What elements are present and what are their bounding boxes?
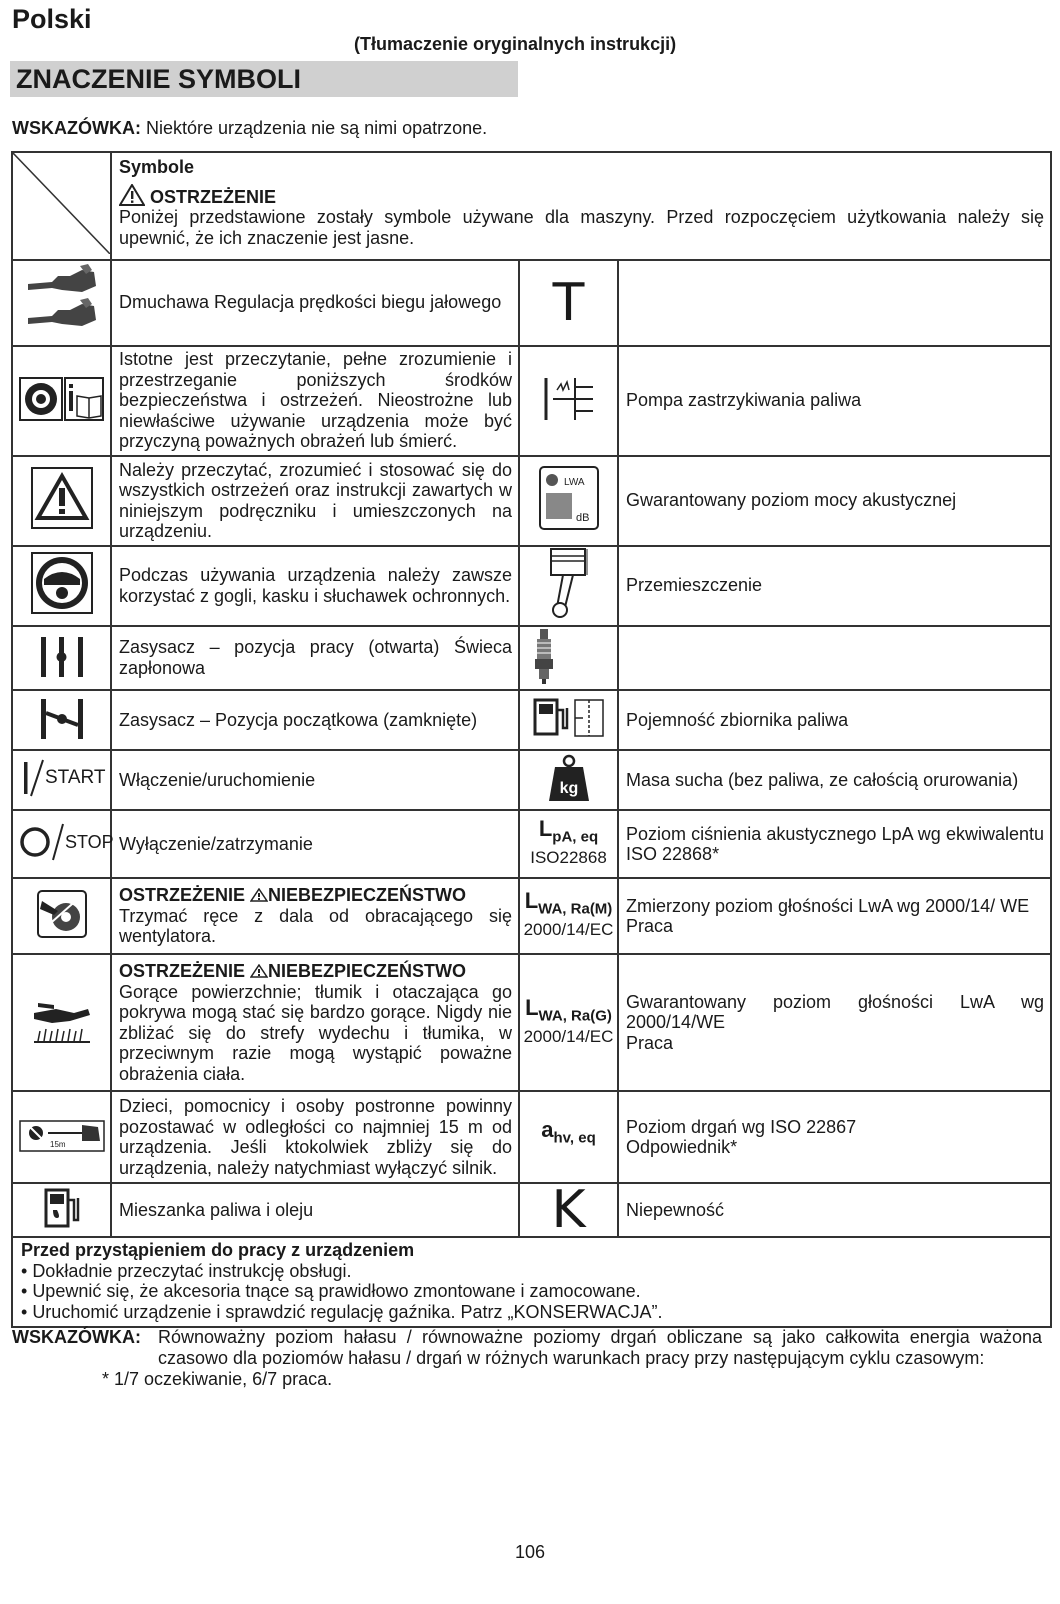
lwa-measured-norm: 2000/14/EC	[523, 920, 614, 940]
note-label: WSKAZÓWKA:	[12, 1327, 141, 1347]
table-row	[12, 260, 1051, 346]
section-title: ZNACZENIE SYMBOLI	[16, 64, 302, 94]
row-text: Mieszanka paliwa i oleju	[119, 1199, 314, 1220]
choke-open-icon	[37, 631, 87, 681]
table-row	[12, 456, 1051, 546]
table-row	[12, 690, 1051, 750]
weight-icon	[547, 753, 591, 803]
row-text: Włączenie/uruchomienie	[119, 769, 316, 790]
row-right-text: Gwarantowany poziom głośności LwA wg 2000/14/WE	[626, 991, 1044, 1033]
fan-hand-icon	[36, 889, 88, 939]
before-work-title: Przed przystąpieniem do pracy z urządzeniem	[21, 1240, 415, 1260]
row-right-text: Poziom drgań wg ISO 22867	[626, 1116, 857, 1137]
row-text: Gorące powierzchnie; tłumik i otaczająca go pokrywa mogą stać się bardzo gorące. Nigdy nie zbliżać się do strefy wydechu i tłumika, w przeciwnym razie mogą wystąpić poważne obrażenia ciała.	[119, 981, 512, 1084]
table-row	[12, 750, 1051, 810]
list-item: • Uruchomić urządzenie i sprawdzić regulację gaźnika. Patrz „KONSERWACJA”.	[21, 1302, 1042, 1323]
row-right-text: Przemieszczenie	[626, 575, 763, 596]
row-right-text: Masa sucha (bez paliwa, ze całością orurowania)	[626, 769, 1019, 790]
row-text: Wyłączenie/zatrzymanie	[119, 833, 313, 854]
vibration-symbol: $a_{hv, eq}$	[541, 1117, 596, 1147]
row-text: Dmuchawa Regulacja prędkości biegu jałowego	[119, 292, 502, 313]
row-right-text: Gwarantowany poziom mocy akustycznej	[626, 490, 957, 511]
diagonal-cell	[12, 152, 111, 260]
stop-symbol: STOP	[19, 822, 114, 862]
list-item: • Upewnić się, że akcesoria tnące są prawidłowo zmontowane i zamocowane.	[21, 1281, 1042, 1302]
fuel-tank-icon	[531, 696, 607, 740]
row-text: Zasysacz – pozycja pracy (otwarta) Świeca zapłonowa	[119, 637, 512, 678]
row-text: Podczas używania urządzenia należy zawsze korzystać z gogli, kasku i słuchawek ochronnych.	[119, 565, 512, 606]
row-text: Należy przeczytać, zrozumieć i stosować się do wszystkich ostrzeżeń oraz instrukcji zawartych w niniejszym podręczniku i umieszczonych na urządzeniu.	[119, 459, 512, 541]
table-row	[12, 546, 1051, 626]
table-row	[12, 1091, 1051, 1183]
idle-speed-symbol: T	[552, 272, 585, 333]
lwa-measured-symbol: $L_{WA, Ra(M)}$	[524, 888, 613, 918]
table-title: Symbole	[119, 157, 195, 177]
primer-pump-icon	[541, 372, 597, 424]
uncertainty-symbol: K	[551, 1180, 586, 1240]
table-row	[12, 810, 1051, 878]
power-off-icon	[19, 822, 65, 862]
row-right-text: Pompa zastrzykiwania paliwa	[626, 390, 862, 411]
row-right-text-2: Praca	[626, 1032, 674, 1053]
sound-power-icon	[538, 465, 600, 531]
note-footnote: * 1/7 oczekiwanie, 6/7 praca.	[102, 1369, 333, 1389]
note-bottom	[12, 1327, 1042, 1390]
piston-icon	[547, 547, 591, 619]
table-header-row	[12, 152, 1051, 260]
row-text: Zasysacz – Pozycja początkowa (zamknięte)	[119, 709, 478, 730]
row-right-text-2: Praca	[626, 916, 674, 936]
warning-triangle-icon	[30, 466, 94, 530]
start-symbol: START	[21, 758, 106, 798]
table-warning-heading	[119, 184, 1044, 208]
protective-gear-icon	[30, 551, 94, 615]
before-work-row	[12, 1237, 1051, 1327]
spark-plug-icon	[529, 627, 559, 685]
warning-triangle-icon	[119, 184, 145, 206]
table-warning-text: Poniżej przedstawione zostały symbole używane dla maszyny. Przed rozpoczęciem użytkowania należy się upewnić, że ich znaczenie jest jasne.	[119, 207, 1044, 248]
lpa-symbol: $L_{pA, eq}$	[538, 816, 599, 846]
lwa-guaranteed-norm: 2000/14/EC	[523, 1026, 614, 1046]
table-row	[12, 626, 1051, 691]
svg-text:15m: 15m	[49, 1139, 66, 1149]
warning-label: OSTRZEŻENIE	[150, 186, 277, 207]
symbols-table	[11, 151, 1052, 1328]
warning-heading: OSTRZEŻENIE NIEBEZPIECZEŃSTWO	[119, 961, 467, 981]
row-right-text: Poziom ciśnienia akustycznego LpA wg ekwiwalentu ISO 22868*	[626, 823, 1044, 864]
svg-text:dB: dB	[575, 512, 589, 525]
row-right-text: Zmierzony poziom głośności LwA wg 2000/14/ WE	[626, 895, 1030, 916]
lwa-guaranteed-symbol: $L_{WA, Ra(G)}$	[525, 994, 612, 1025]
note-text: Niektóre urządzenia nie są nimi opatrzone.	[146, 118, 488, 138]
row-text: Trzymać ręce z dala od obracającego się wentylatora.	[119, 905, 512, 947]
translation-subtitle: (Tłumaczenie oryginalnych instrukcji)	[354, 34, 677, 54]
lpa-norm: ISO22868	[530, 848, 607, 868]
page-number: 106	[514, 1542, 546, 1562]
note-label: WSKAZÓWKA:	[12, 118, 141, 138]
choke-closed-icon	[37, 693, 87, 743]
svg-text:kg: kg	[559, 779, 578, 797]
section-title-bar	[10, 61, 518, 97]
note-top	[12, 118, 487, 139]
warning-triangle-icon	[250, 964, 268, 978]
list-item: • Dokładnie przeczytać instrukcję obsługi.	[21, 1261, 1042, 1282]
table-row	[12, 878, 1051, 954]
note-text: Równoważny poziom hałasu / równoważne poziomy drgań obliczane są jako całkowita energia ważona czasowo dla poziomów hałasu / drgań w różnych warunkach pracy przy następującym cyklu czasowym:	[158, 1327, 1042, 1368]
table-row	[12, 346, 1051, 456]
language-label: Polski	[12, 4, 92, 34]
warning-heading: OSTRZEŻENIE NIEBEZPIECZEŃSTWO	[119, 885, 467, 906]
table-row	[12, 954, 1051, 1091]
blower-icon	[22, 262, 102, 338]
fuel-oil-mix-icon	[42, 1186, 82, 1230]
before-work-list	[21, 1261, 1042, 1323]
diagonal-line	[13, 153, 110, 254]
hot-surface-icon	[30, 995, 94, 1045]
row-text: Dzieci, pomocnicy i osoby postronne powinny pozostawać w odległości co najmniej 15 m od urządzenia. Jeśli ktokolwiek zbliży się do urządzenia, należy natychmiast wyłączyć silnik.	[119, 1096, 512, 1178]
svg-text:LWA: LWA	[563, 477, 585, 489]
row-right-text-2: Odpowiednik*	[626, 1137, 738, 1157]
row-right-text: Pojemność zbiornika paliwa	[626, 709, 849, 730]
keep-distance-icon	[18, 1115, 106, 1155]
warning-triangle-icon	[250, 888, 268, 902]
power-on-icon	[21, 758, 45, 798]
row-right-text: Niepewność	[626, 1199, 725, 1220]
row-text: Istotne jest przeczytanie, pełne zrozumienie i przestrzeganie poniższych środków bezpieczeństwa i ostrzeżeń. Nieostrożne lub niewłaściwe używanie urządzenia może być przyczyną poważnych obrażeń lub śmierć.	[119, 349, 512, 452]
table-row	[12, 1183, 1051, 1237]
read-manual-icon	[19, 370, 105, 426]
